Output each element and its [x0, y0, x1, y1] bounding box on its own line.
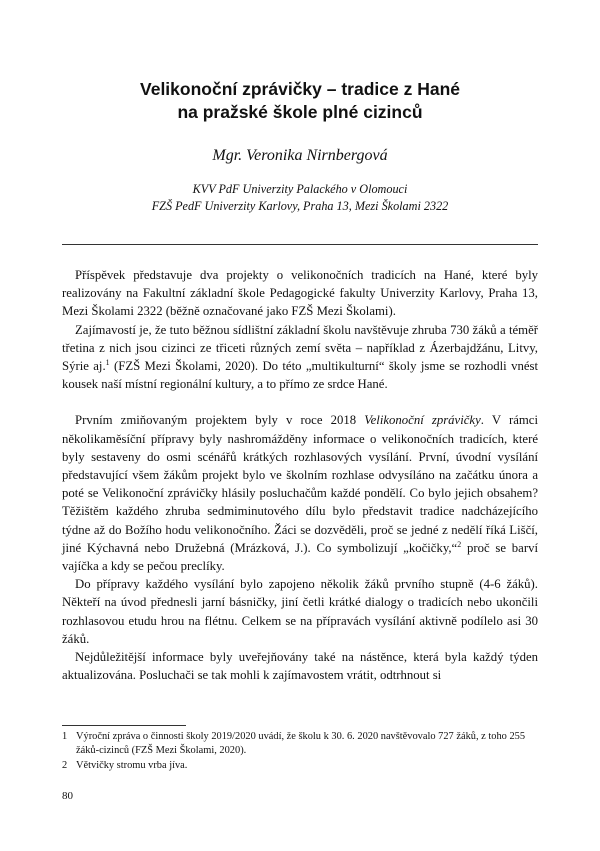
- footnotes: [62, 730, 538, 775]
- footnote-text: Výroční zpráva o činnosti školy 2019/2020 uvádí, že školu k 30. 6. 2020 navštěvovalo 727 žáků, z toho 255 žáků-cizinců (FZŠ Mezi Školami, 2020).: [76, 731, 526, 757]
- paragraph-4: Do přípravy každého vysílání bylo zapojeno několik žáků prvního stupně (4-6 žáků). Někteří na úvod přednesli jarní básničky, jiní četli krátké dialogy o tradicích nebo ukončili rozhlasovou etudu hrou na flétnu. Celkem se na přípravách vysílání aktivně podílelo asi 30 žáků.: [62, 577, 538, 646]
- title-line-1: Velikonoční zprávičky – tradice z Hané: [140, 79, 460, 99]
- author-name: Mgr. Veronika Nirnbergová: [212, 147, 388, 164]
- page-number: 80: [62, 790, 73, 802]
- affiliation-2: FZŠ PedF Univerzity Karlovy, Praha 13, Mezi Školami 2322: [151, 199, 449, 213]
- footnote-2: [62, 759, 538, 773]
- paragraph-1: Příspěvek představuje dva projekty o velikonočních tradicích na Hané, které byly realizovány na Fakultní základní škole Pedagogické fakulty Univerzity Karlovy, Praha 13, Mezi Školami 2322 (běžně označované jako FZŠ Mezi Školami).: [62, 268, 538, 319]
- paragraph-3: [62, 411, 538, 575]
- footnote-divider: [62, 725, 186, 726]
- affiliations: [60, 181, 540, 215]
- footnote-ref-2: 2: [457, 539, 462, 549]
- footnote-text: Větvičky stromu vrba jíva.: [76, 760, 188, 772]
- article-body: [62, 266, 538, 684]
- footnote-ref-1: 1: [105, 357, 110, 367]
- footnote-number: 2: [62, 760, 68, 772]
- header-divider: [62, 244, 538, 245]
- paragraph-3-text-a: Prvním zmiňovaným projektem byly v roce 2018: [75, 413, 365, 428]
- article-title: [60, 78, 540, 124]
- paragraph-3-text-c: proč se barví vajíčka a kdy se pečou preclíky.: [62, 540, 538, 574]
- paragraph-2-text-b: (FZŠ Mezi Školami, 2020). Do této „multikulturní“ školy jsme se rozhodli vnést kousek naší místní regionální kultury, a to přímo ze srdce Hané.: [62, 359, 538, 392]
- footnote-1: [62, 730, 538, 758]
- paragraph-2-text-a: Zajímavostí je, že tuto běžnou sídlištní základní školu navštěvuje zhruba 730 žáků a téměř třetina z nich jsou cizinci ze třiceti různých zemí světa – například z Ázerbajdžánu, Litvy, Sýrie aj.: [62, 322, 538, 374]
- affiliation-1: KVV PdF Univerzity Palackého v Olomouci: [192, 182, 408, 196]
- footnote-number: 1: [62, 731, 68, 742]
- title-line-2: na pražské škole plné cizinců: [177, 102, 423, 122]
- paragraph-5: Nejdůležitější informace byly uveřejňovány také na nástěnce, která byla každý týden aktualizována. Posluchači se tak mohli k zajímavostem vrátit, odtrhnout si: [62, 650, 538, 683]
- paragraph-2: [62, 321, 538, 394]
- project-name: Velikonoční zprávičky: [364, 413, 481, 428]
- paragraph-3-text-b: . V rámci několikaměsíční přípravy byly nashromážděny informace o velikonočních tradicích, které byly sestaveny do osmi scénářů krátkých rozhlasových vysílání. První, úvodní vysílání představující všem žákům projekt bylo ve školním rozhlase odvysíláno na začátku února a poté se Velikonoční zprávičky hlásily posluchačům každé pondělí. Co bylo jejich obsahem? Těžištěm každého zhruba sedmiminutového dílu bylo představit tradice nadcházejícího týdne až do Božího hodu velikonočního. Žáci se dozvěděli, proč se jedné z nedělí říká Liščí, jiné Kýchavná nebo Družebná (Mrázková, J.). Co symbolizují „kočičky,“: [62, 413, 538, 555]
